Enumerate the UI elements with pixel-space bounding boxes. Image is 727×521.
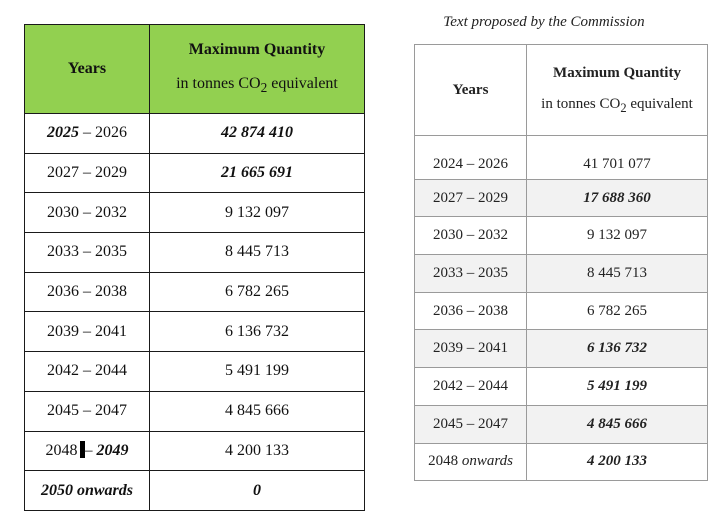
year-cell: 2024 – 2026 — [415, 136, 527, 180]
year-cell: 2039 – 2041 — [25, 312, 150, 352]
table-row — [25, 312, 365, 352]
table-row — [25, 114, 365, 154]
year-cell: 2042 – 2044 — [415, 368, 527, 406]
table-row — [415, 405, 708, 443]
table-row — [415, 136, 708, 180]
quantity-cell: 17 688 360 — [527, 179, 708, 217]
year-cell: 2025 – 2026 — [25, 114, 150, 154]
table-row — [415, 368, 708, 406]
table-header-row — [415, 45, 708, 136]
quantity-cell: 4 200 133 — [527, 443, 708, 481]
year-cell: 2036 – 2038 — [415, 292, 527, 330]
quantity-cell: 9 132 097 — [150, 193, 365, 233]
max-quantity-title: Maximum Quantity — [553, 64, 681, 81]
amendment-table — [24, 24, 365, 511]
quantity-cell: 6 782 265 — [527, 292, 708, 330]
year-cell: 2048 – 2049 — [25, 431, 150, 471]
table-row — [25, 352, 365, 392]
quantity-cell: 8 445 713 — [150, 233, 365, 273]
table-row — [25, 431, 365, 471]
quantity-cell: 9 132 097 — [527, 217, 708, 255]
year-cell: 2045 – 2047 — [25, 391, 150, 431]
quantity-cell: 4 845 666 — [527, 405, 708, 443]
table-row — [415, 255, 708, 293]
commission-caption: Text proposed by the Commission — [443, 14, 645, 30]
max-quantity-unit: in tonnes $CO_2$ equivalent — [541, 95, 693, 115]
quantity-cell: 4 845 666 — [150, 391, 365, 431]
table-row — [415, 217, 708, 255]
table-row — [415, 179, 708, 217]
table-row — [25, 391, 365, 431]
quantity-cell: 4 200 133 — [150, 431, 365, 471]
table-header-row — [25, 25, 365, 114]
year-cell: 2027 – 2029 — [25, 153, 150, 193]
years-header: Years — [415, 45, 527, 136]
years-header: Years — [25, 25, 150, 114]
year-cell: 2039 – 2041 — [415, 330, 527, 368]
year-cell: 2030 – 2032 — [25, 193, 150, 233]
max-quantity-header — [527, 45, 708, 136]
quantity-cell: 21 665 691 — [150, 153, 365, 193]
quantity-cell: 42 874 410 — [150, 114, 365, 154]
commission-table — [414, 44, 708, 481]
table-row — [25, 153, 365, 193]
year-cell: 2033 – 2035 — [25, 233, 150, 273]
max-quantity-title: Maximum Quantity — [188, 40, 326, 58]
year-cell: 2050 onwards — [25, 471, 150, 511]
table-row — [415, 330, 708, 368]
quantity-cell: 6 782 265 — [150, 272, 365, 312]
table-row — [415, 292, 708, 330]
table-row — [25, 193, 365, 233]
year-cell: 2045 – 2047 — [415, 405, 527, 443]
year-cell: 2033 – 2035 — [415, 255, 527, 293]
quantity-cell: 6 136 732 — [150, 312, 365, 352]
year-cell: 2042 – 2044 — [25, 352, 150, 392]
max-quantity-unit: in tonnes $CO_2$ equivalent — [176, 74, 338, 96]
table-row — [25, 272, 365, 312]
quantity-cell: 6 136 732 — [527, 330, 708, 368]
table-row — [25, 471, 365, 511]
quantity-cell: 41 701 077 — [527, 136, 708, 180]
table-row — [415, 443, 708, 481]
quantity-cell: 8 445 713 — [527, 255, 708, 293]
table-row — [25, 233, 365, 273]
year-cell: 2030 – 2032 — [415, 217, 527, 255]
year-cell: 2036 – 2038 — [25, 272, 150, 312]
quantity-cell: 5 491 199 — [527, 368, 708, 406]
max-quantity-header — [150, 25, 365, 114]
year-cell: 2048 onwards — [415, 443, 527, 481]
quantity-cell: 5 491 199 — [150, 352, 365, 392]
quantity-cell: 0 — [150, 471, 365, 511]
year-cell: 2027 – 2029 — [415, 179, 527, 217]
